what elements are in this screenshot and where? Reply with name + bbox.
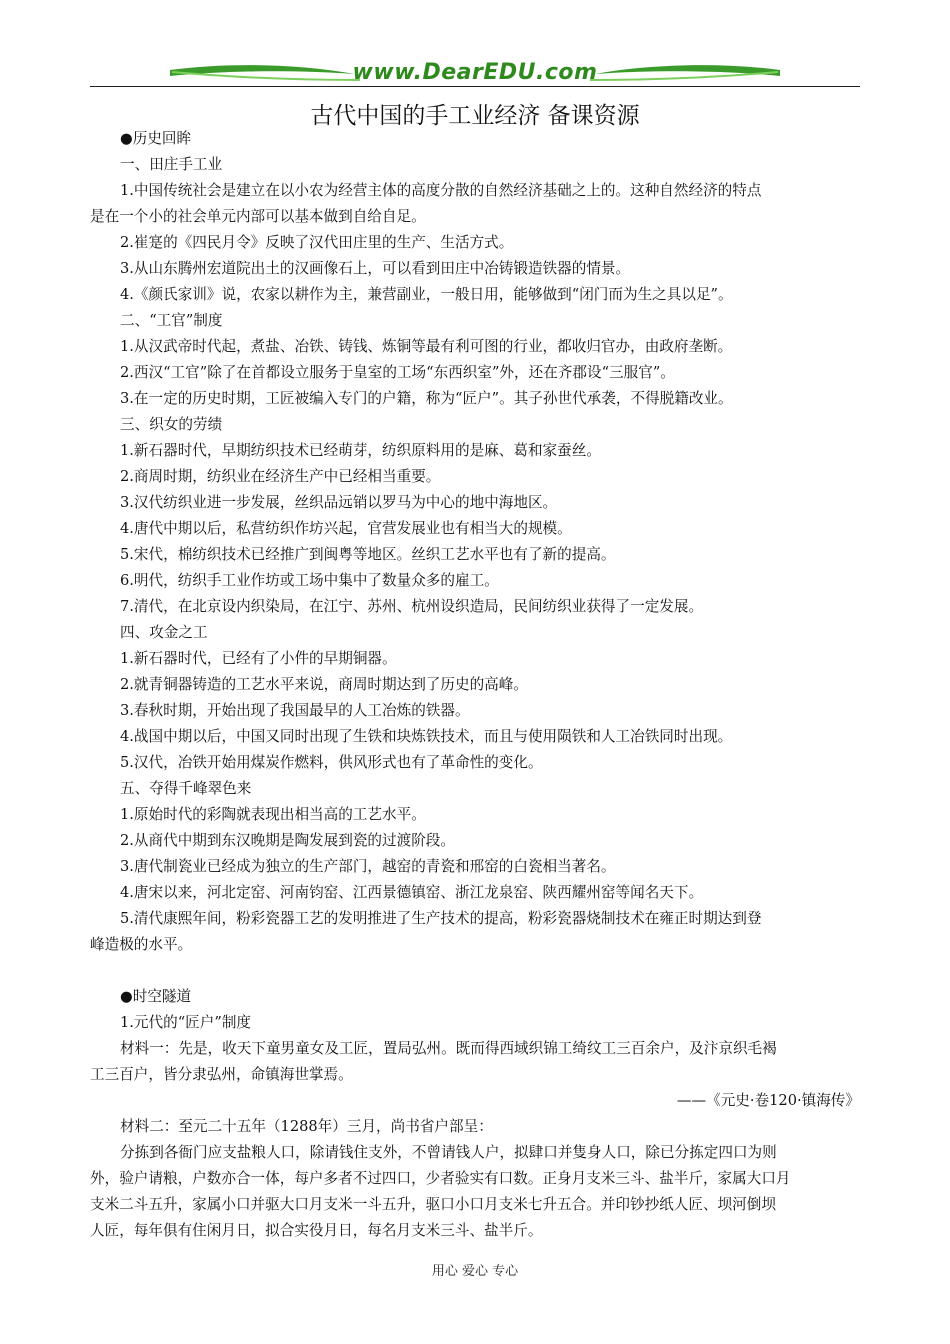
paragraph-5-3: 3.唐代制瓷业已经成为独立的生产部门，越窑的青瓷和邢窑的白瓷相当著名。 xyxy=(120,858,616,875)
paragraph-3-1: 1.新石器时代，早期纺织技术已经萌芽，纺织原料用的是麻、葛和家蚕丝。 xyxy=(120,442,601,459)
paragraph-3-3: 3.汉代纺织业进一步发展，丝织品远销以罗马为中心的地中海地区。 xyxy=(120,494,558,511)
paragraph-1-1b: 是在一个小的社会单元内部可以基本做到自给自足。 xyxy=(90,208,426,225)
paragraph-2-3: 3.在一定的历史时期，工匠被编入专门的户籍，称为“匠户”。其子孙世代承袭，不得脱籍改业。 xyxy=(120,390,733,407)
material-1b: 工三百户，皆分隶弘州，命镇海世掌焉。 xyxy=(90,1066,353,1083)
paragraph-4-3: 3.春秋时期，开始出现了我国最早的人工冶炼的铁器。 xyxy=(120,702,470,719)
site-logo-text[interactable]: www.DearEDU.com xyxy=(352,60,598,85)
paragraph-1-3: 3.从山东腾州宏道院出土的汉画像石上，可以看到田庄中冶铸锻造铁器的情景。 xyxy=(120,260,631,277)
paragraph-4-4: 4.战国中期以后，中国又同时出现了生铁和块炼铁技术，而且与使用陨铁和人工冶铁同时出现。 xyxy=(120,728,733,745)
section-title-1: 一、田庄手工业 xyxy=(120,156,223,173)
tunnel-title-1: 1.元代的“匠户”制度 xyxy=(120,1014,252,1031)
material-2d: 人匠，每年俱有住闲月日，拟合实役月日，每名月支米三斗、盐半斤。 xyxy=(90,1222,543,1239)
paragraph-5-4: 4.唐宋以来，河北定窑、河南钧窑、江西景德镇窑、浙江龙泉窑、陕西耀州窑等闻名天下。 xyxy=(120,884,704,901)
section-title-5: 五、夺得千峰翠色来 xyxy=(120,780,252,797)
paragraph-4-1: 1.新石器时代，已经有了小件的早期铜器。 xyxy=(120,650,397,667)
paragraph-3-2: 2.商周时期，纺织业在经济生产中已经相当重要。 xyxy=(120,468,441,485)
material-1-source: ——《元史·卷120·镇海传》 xyxy=(676,1092,860,1109)
paragraph-2-2: 2.西汉“工官”除了在首都设立服务于皇室的工场“东西织室”外，还在齐郡设“三服官”。 xyxy=(120,364,675,381)
paragraph-3-7: 7.清代，在北京设内织染局，在江宁、苏州、杭州设织造局，民间纺织业获得了一定发展。 xyxy=(120,598,704,615)
page-footer: 用心 爱心 专心 xyxy=(431,1264,519,1279)
section-title-2: 二、“工官”制度 xyxy=(120,312,223,329)
paragraph-1-2: 2.崔寔的《四民月令》反映了汉代田庄里的生产、生活方式。 xyxy=(120,234,514,251)
section-title-4: 四、攻金之工 xyxy=(120,624,208,641)
header-divider xyxy=(90,86,860,87)
section-heading-tunnel: ●时空隧道 xyxy=(120,988,192,1005)
document-body xyxy=(90,126,860,1244)
material-2a: 分拣到各衙门应支盐粮人口，除请钱住支外，不曾请钱人户，拟肆口并隻身人口，除已分拣定四口为则 xyxy=(120,1144,777,1161)
section-heading-history: ●历史回眸 xyxy=(120,130,192,147)
paragraph-3-5: 5.宋代，棉纺织技术已经推广到闽粤等地区。丝织工艺水平也有了新的提高。 xyxy=(120,546,616,563)
page-title: 古代中国的手工业经济 备课资源 xyxy=(310,103,640,129)
material-2-title: 材料二：至元二十五年（1288年）三月，尚书省户部呈： xyxy=(120,1118,493,1135)
material-2c: 支米二斗五升，家属小口并驱大口月支米一斗五升，驱口小口月支米七升五合。并印钞抄纸人匠、坝河倒坝 xyxy=(90,1196,776,1213)
paragraph-3-6: 6.明代，纺织手工业作坊或工场中集中了数量众多的雇工。 xyxy=(120,572,499,589)
site-header xyxy=(90,58,860,90)
paragraph-5-5b: 峰造极的水平。 xyxy=(90,936,193,953)
paragraph-1-4: 4.《颜氏家训》说，农家以耕作为主，兼营副业，一般日用，能够做到“闭门而为生之具以足”。 xyxy=(120,286,733,303)
paragraph-5-2: 2.从商代中期到东汉晚期是陶发展到瓷的过渡阶段。 xyxy=(120,832,455,849)
paragraph-5-1: 1.原始时代的彩陶就表现出相当高的工艺水平。 xyxy=(120,806,426,823)
paragraph-2-1: 1.从汉武帝时代起，煮盐、冶铁、铸钱、炼铜等最有利可图的行业，都收归官办，由政府垄断。 xyxy=(120,338,733,355)
material-1a: 材料一：先是，收天下童男童女及工匠，置局弘州。既而得西域织锦工绮纹工三百余户，及汴京织毛褐 xyxy=(120,1040,777,1057)
paragraph-4-2: 2.就青铜器铸造的工艺水平来说，商周时期达到了历史的高峰。 xyxy=(120,676,528,693)
paragraph-5-5a: 5.清代康熙年间，粉彩瓷器工艺的发明推进了生产技术的提高，粉彩瓷器烧制技术在雍正时期达到登 xyxy=(120,910,762,927)
material-2b: 外，验户请粮，户数亦合一体，每户多者不过四口，少者验实有口数。正身月支米三斗、盐半斤，家属大口月 xyxy=(90,1170,791,1187)
section-title-3: 三、织女的劳绩 xyxy=(120,416,223,433)
paragraph-4-5: 5.汉代，冶铁开始用煤炭作燃料，供风形式也有了革命性的变化。 xyxy=(120,754,543,771)
spacer xyxy=(120,958,860,984)
paragraph-3-4: 4.唐代中期以后，私营纺织作坊兴起，官营发展业也有相当大的规模。 xyxy=(120,520,572,537)
paragraph-1-1a: 1.中国传统社会是建立在以小农为经营主体的高度分散的自然经济基础之上的。这种自然经济的特点 xyxy=(120,182,762,199)
